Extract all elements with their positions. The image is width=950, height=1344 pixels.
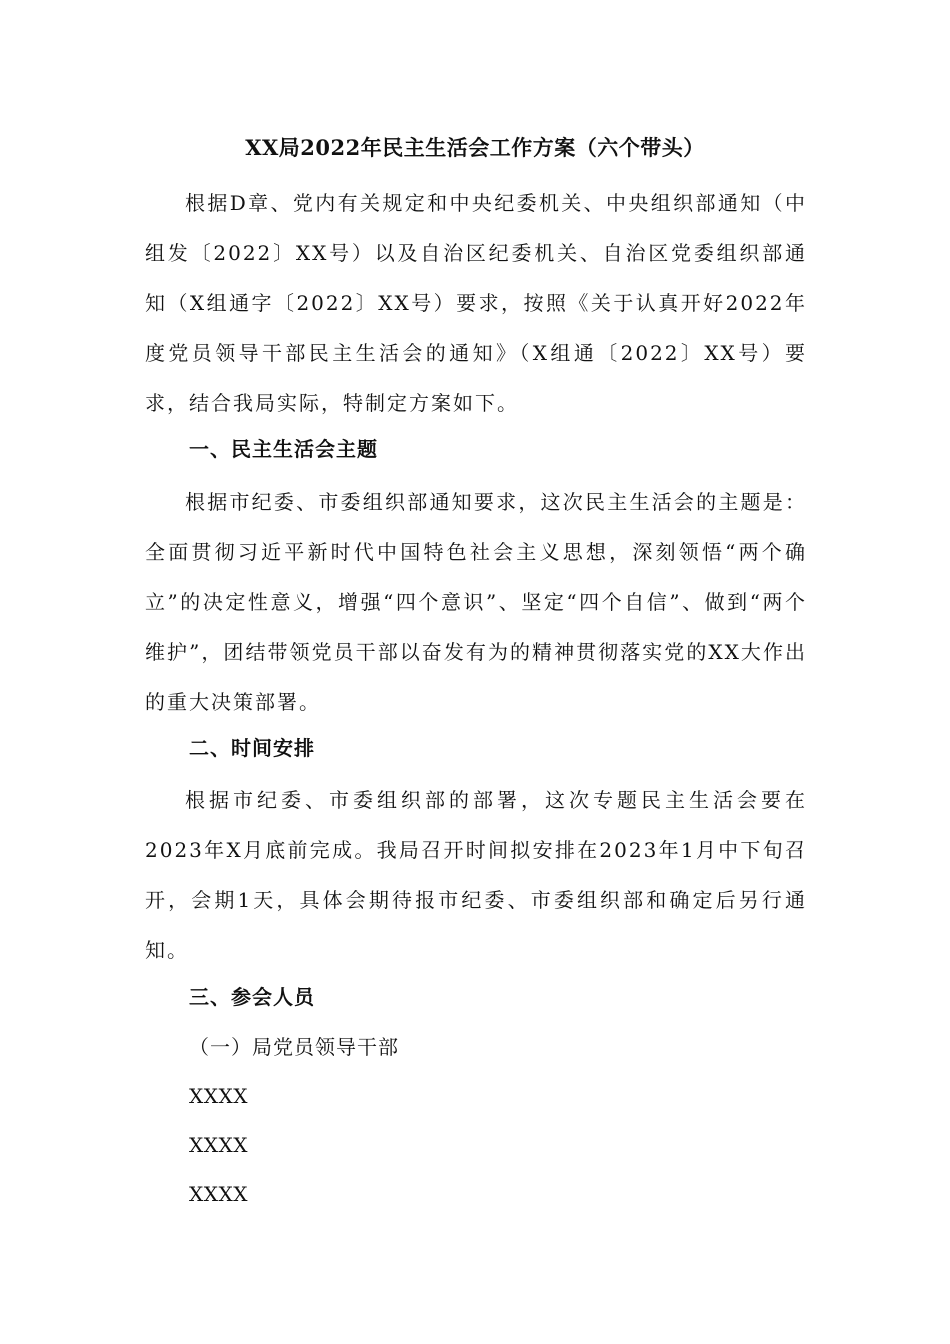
attendee-name: XXXX <box>189 1133 248 1157</box>
schedule-paragraph: 根据市纪委、市委组织部的部署，这次专题民主生活会要在2023年X月底前完成。我局召开时间拟安排在2023年1月中下旬召开，会期1天，具体会期待报市纪委、市委组织部和确定后另行通知。 <box>145 788 807 962</box>
intro-paragraph: 根据D章、党内有关规定和中央纪委机关、中央组织部通知（中组发〔2022〕XX号）以及自治区纪委机关、自治区党委组织部通知（X组通字〔2022〕XX号）要求，按照《关于认真开好2022年度党员领导干部民主生活会的通知》（X组通〔2022〕XX号）要求，结合我局实际，特制定方案如下。 <box>145 191 807 415</box>
section-heading-attendees: 三、参会人员 <box>189 985 315 1009</box>
section-heading-schedule: 二、时间安排 <box>189 736 315 760</box>
section-heading-theme: 一、民主生活会主题 <box>189 437 378 461</box>
attendee-name: XXXX <box>189 1182 248 1206</box>
theme-paragraph: 根据市纪委、市委组织部通知要求，这次民主生活会的主题是：全面贯彻习近平新时代中国特色社会主义思想，深刻领悟“两个确立”的决定性意义，增强“四个意识”、坚定“四个自信”、做到“两个维护”，团结带领党员干部以奋发有为的精神贯彻落实党的XX大作出的重大决策部署。 <box>145 490 807 714</box>
document-title: XX局2022年民主生活会工作方案（六个带头） <box>245 135 705 160</box>
attendees-subheading: （一）局党员领导干部 <box>189 1035 399 1059</box>
attendee-name: XXXX <box>189 1084 248 1108</box>
